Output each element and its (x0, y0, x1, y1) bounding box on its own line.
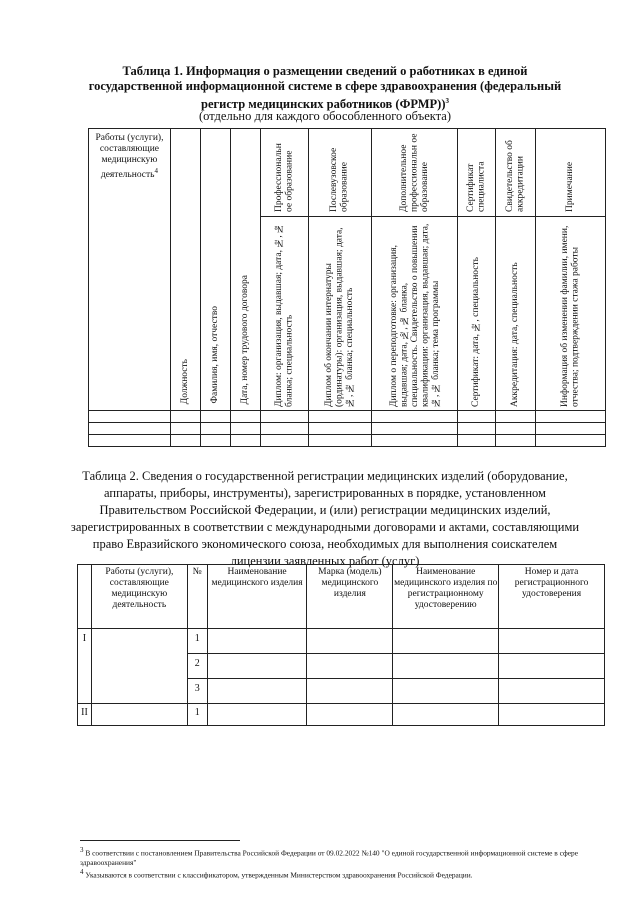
t2-group-cell: I (78, 629, 92, 704)
footnote-divider (80, 840, 240, 841)
table1-subtitle: (отдельно для каждого обособленного объекта) (199, 109, 451, 123)
t2-header-name: Наименование медицинского изделия (207, 565, 307, 629)
t2-header-reg-name: Наименование медицинского изделия по регистрационному удостоверению (393, 565, 499, 629)
t1-header-add-edu: Дополнительное профессиональн ое образование (372, 129, 458, 217)
table2-title: Таблица 2. Сведения о государственной регистрации медицинских изделий (оборудование, аппараты, приборы, инструменты), зарегистрированных в порядке, установленном Правительством Российской Федерации, и (или) регистрации медицинских изделий, зарегистрированных в соответствии с международными договорами и актами, составляющими право Евразийского экономического союза, необходимых для выполнения соискателем лицензии заявленных работ (услуг) (70, 469, 580, 568)
t2-row-no: 1 (187, 629, 207, 654)
t1-sub-postgrad-edu: Диплом об окончании интернатуры (ординатуры): организация, выдавшая; дата, №, № бланка; специальность (308, 217, 372, 411)
t2-row-no: 1 (187, 704, 207, 726)
t1-header-position: Должность (170, 129, 200, 411)
t1-header-contract: Дата, номер трудового договора (230, 129, 260, 411)
t1-header-prof-edu: Профессиональн ое образование (260, 129, 308, 217)
table-row (78, 629, 605, 654)
t1-header-name: Фамилия, имя, отчество (200, 129, 230, 411)
t2-row-no: 2 (187, 654, 207, 679)
table1 (88, 128, 606, 447)
t2-row-no: 3 (187, 679, 207, 704)
t1-sub-prof-edu: Диплом: организация, выдавшая; дата, №, № бланка; специальность (260, 217, 308, 411)
t1-header-certificate: Сертификат специалиста (458, 129, 496, 217)
table-row (89, 435, 606, 447)
footnote-ref-3: 3 (445, 97, 449, 105)
t2-header-group (78, 565, 92, 629)
t1-sub-note: Информация об изменении фамилии, имени, отчества; подтверждении стажа работы (536, 217, 606, 411)
t1-header-accreditation: Свидетельство об аккредитации (496, 129, 536, 217)
footnote-3: $^3$ В соответствии с постановлением Правительства Российской Федерации от 09.02.2022 №140 "О единой государственной информационной системе в сфере здравоохранения" (80, 846, 579, 868)
t2-header-reg-number: Номер и дата регистрационного удостоверения (499, 565, 605, 629)
table-row (89, 423, 606, 435)
t2-header-no: № (187, 565, 207, 629)
t1-header-works: Работы (услуги), составляющие медицинскую деятельность$^4$ (89, 129, 171, 411)
t1-sub-add-edu: Диплом о переподготовке: организация, выдавшая; дата, №, № бланка, специальность. Свидетельство о повышении квалификации: организация, выдавшая; дата, №, № бланка; тема программы (372, 217, 458, 411)
t2-group-cell: II (78, 704, 92, 726)
t1-header-note: Примечание (536, 129, 606, 217)
footnote-4: $^4$ Указываются в соответствии с классификатором, утвержденным Министерством здравоохранения Российской Федерации. (80, 868, 473, 880)
table2 (77, 564, 605, 726)
table1-title: Таблица 1. Информация о размещении сведений о работниках в единой государственной информационной системе в сфере здравоохранения (федеральный регистр медицинских работников (ФРМР))$^3$ (88, 64, 562, 112)
table-row (89, 411, 606, 423)
table-row (78, 704, 605, 726)
t1-sub-accreditation: Аккредитация: дата, специальность (496, 217, 536, 411)
t1-header-postgrad-edu: Послевузовское образование (308, 129, 372, 217)
t2-header-brand: Марка (модель) медицинского изделия (307, 565, 393, 629)
t1-sub-certificate: Сертификат: дата, №, специальность (458, 217, 496, 411)
t2-header-works: Работы (услуги), составляющие медицинскую деятельность (91, 565, 187, 629)
